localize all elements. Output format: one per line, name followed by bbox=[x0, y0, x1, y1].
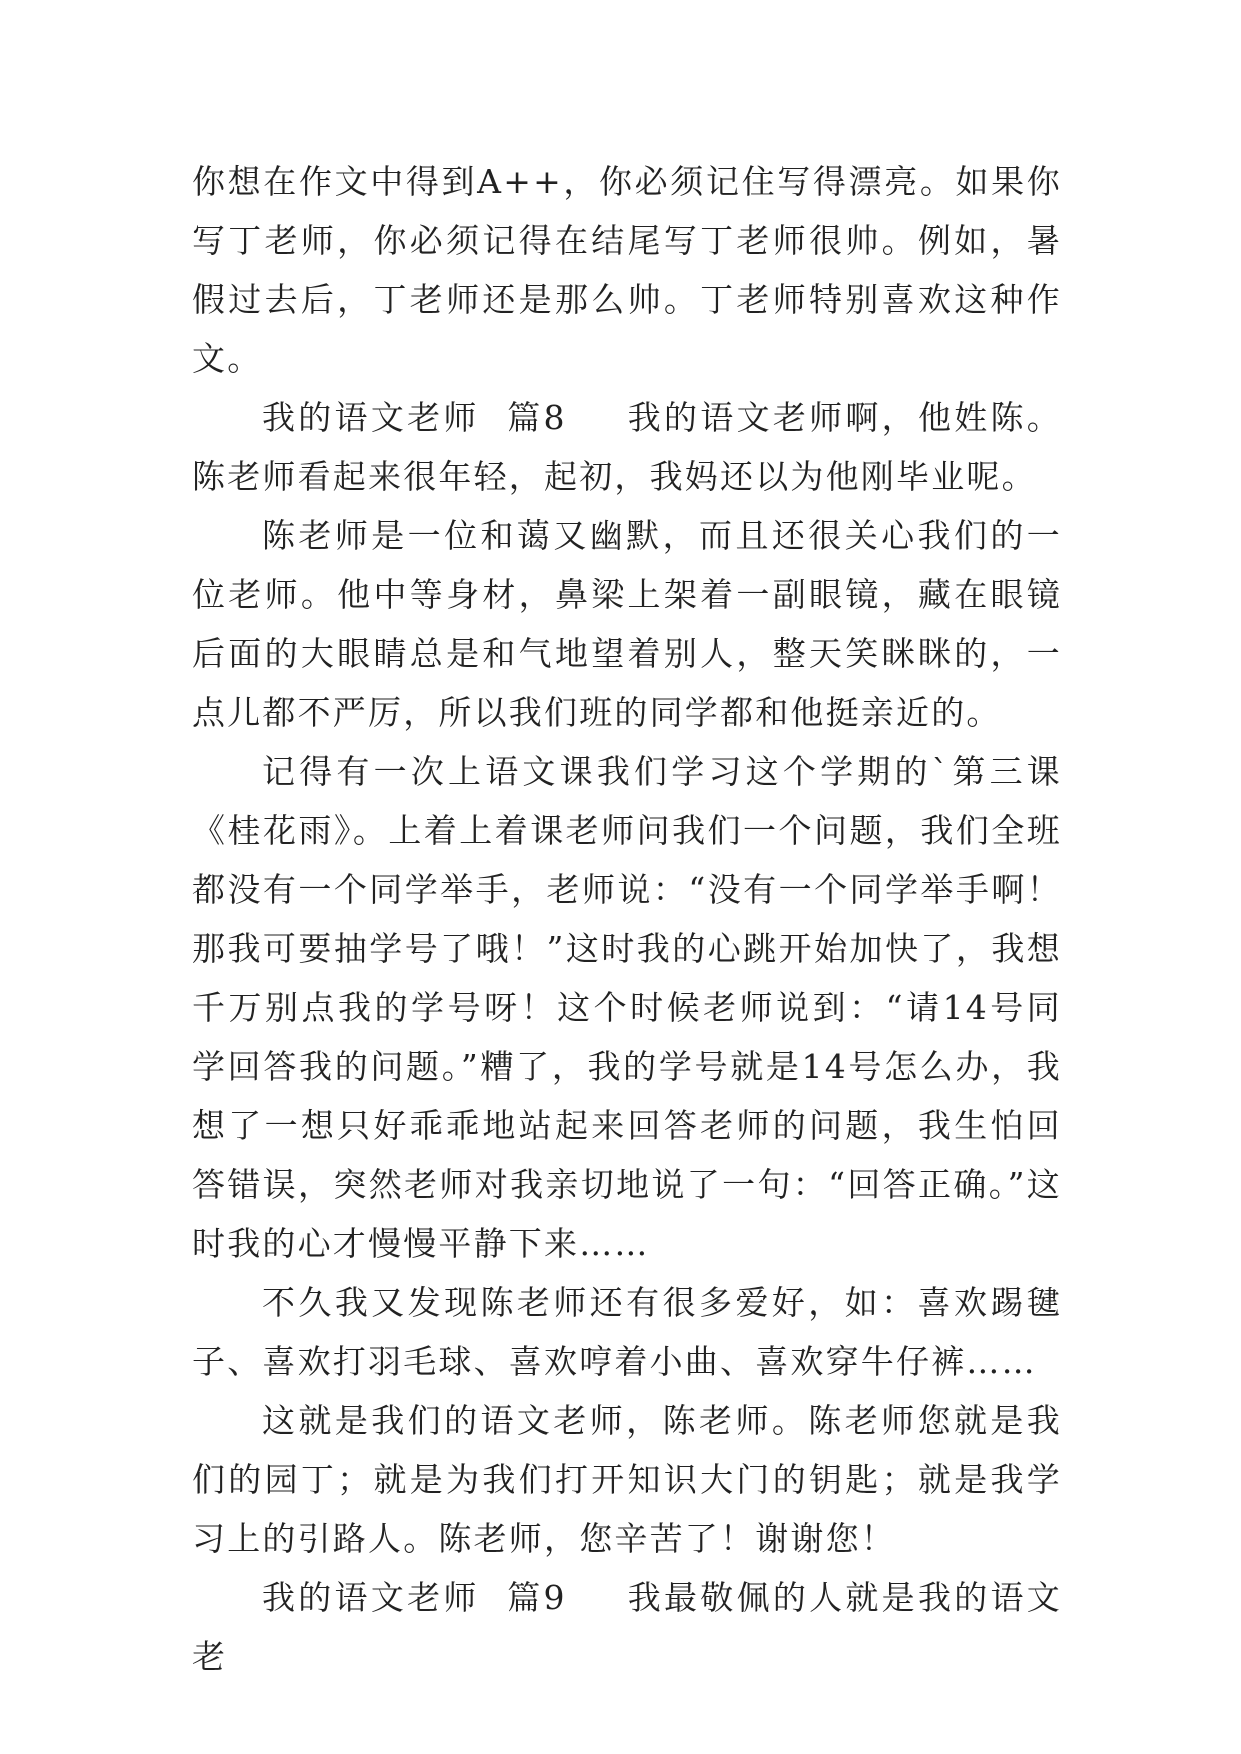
paragraph-text: 不久我又发现陈老师还有很多爱好，如：喜欢踢毽子、喜欢打羽毛球、喜欢哼着小曲、喜欢穿牛仔裤…… bbox=[192, 1283, 1062, 1381]
document-body bbox=[192, 152, 1062, 1686]
section-heading: 我的语文老师 篇9 bbox=[262, 1578, 567, 1617]
paragraph-hobbies bbox=[192, 1273, 1062, 1391]
paragraph-text: 我最敬佩的人就是我的语文老 bbox=[192, 1578, 1062, 1676]
paragraph-text: 陈老师是一位和蔼又幽默，而且还很关心我们的一位老师。他中等身材，鼻梁上架着一副眼镜，藏在眼镜后面的大眼睛总是和气地望着别人，整天笑眯眯的，一点儿都不严厉，所以我们班的同学都和他挺亲近的。 bbox=[192, 516, 1062, 732]
paragraph-text: 你想在作文中得到A++，你必须记住写得漂亮。如果你写丁老师，你必须记得在结尾写丁老师很帅。例如，暑假过去后，丁老师还是那么帅。丁老师特别喜欢这种作文。 bbox=[192, 162, 1062, 378]
paragraph-text: 这就是我们的语文老师，陈老师。陈老师您就是我们的园丁；就是为我们打开知识大门的钥匙；就是我学习上的引路人。陈老师，您辛苦了！谢谢您！ bbox=[192, 1401, 1062, 1558]
paragraph-intro-continued bbox=[192, 152, 1062, 388]
paragraph-section-8-start bbox=[192, 388, 1062, 506]
paragraph-section-9-start bbox=[192, 1568, 1062, 1686]
paragraph-appearance bbox=[192, 506, 1062, 742]
paragraph-text: 我的语文老师啊，他姓陈。陈老师看起来很年轻，起初，我妈还以为他刚毕业呢。 bbox=[192, 398, 1062, 496]
section-heading: 我的语文老师 篇8 bbox=[262, 398, 567, 437]
paragraph-text: 记得有一次上语文课我们学习这个学期的`第三课《桂花雨》。上着上着课老师问我们一个问题，我们全班都没有一个同学举手，老师说：“没有一个同学举手啊！那我可要抽学号了哦！”这时我的心跳开始加快了，我想千万别点我的学号呀！这个时候老师说到：“请14号同学回答我的问题。”糟了，我的学号就是14号怎么办，我想了一想只好乖乖地站起来回答老师的问题，我生怕回答错误，突然老师对我亲切地说了一句：“回答正确。”这时我的心才慢慢平静下来…… bbox=[192, 752, 1062, 1263]
paragraph-class-story bbox=[192, 742, 1062, 1273]
paragraph-conclusion bbox=[192, 1391, 1062, 1568]
